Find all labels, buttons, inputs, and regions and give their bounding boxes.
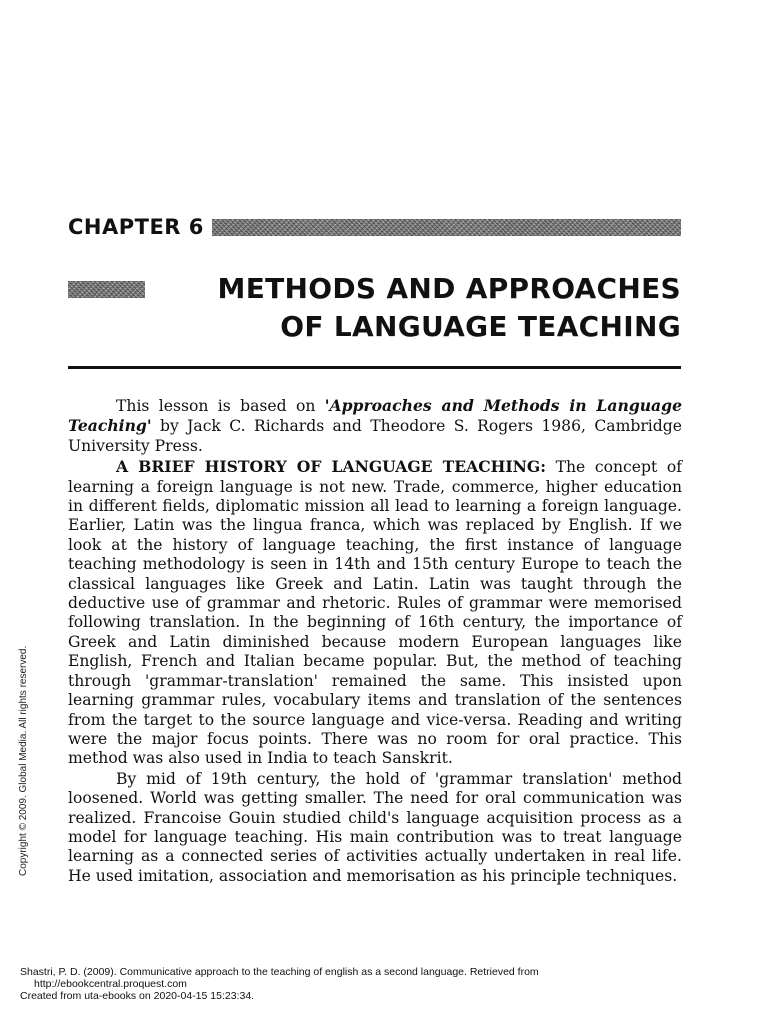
paragraph-19th-century: By mid of 19th century, the hold of 'grammar translation' method loosened. World was getting smaller. The need for oral communication was realized. Francoise Gouin studied child's language acquisition process as a model for language teaching. His main contribution was to treat language learning as a connected series of activities actually undertaken in real life. He used imitation, association and memorisation as his principle techniques.: [68, 769, 682, 885]
title-line-1-row: [68, 270, 681, 308]
title-decorative-block: [68, 281, 145, 298]
history-text: The concept of learning a foreign language is not new. Trade, commerce, higher education in different fields, diplomatic mission all lead to learning a foreign language. Earlier, Latin was the lingua franca, which was replaced by English. If we look at the history of language teaching, the first instance of language teaching methodology is seen in 14th and 15th century Europe to teach the classical languages like Greek and Latin. Latin was taught through the deductive use of grammar and rhetoric. Rules of grammar were memorised following translation. In the beginning of 16th century, the importance of Greek and Latin diminished because modern European languages like English, French and Italian became popular. But, the method of teaching through 'grammar-translation' remained the same. This insisted upon learning grammar rules, vocabulary items and translation of the sentences from the target to the source language and vice-versa. Reading and writing were the major focus points. There was no room for oral practice. This method was also used in India to teach Sanskrit.: [68, 458, 682, 768]
citation-line: Shastri, P. D. (2009). Communicative approach to the teaching of english as a second language. Retrieved from: [20, 966, 539, 978]
created-line: Created from uta-ebooks on 2020-04-15 15:23:34.: [20, 990, 255, 1002]
section-heading: A BRIEF HISTORY OF LANGUAGE TEACHING:: [116, 457, 546, 477]
intro-lead: This lesson is based on: [116, 397, 325, 415]
book-title: 'Approaches and Methods in Language Teaching': [68, 396, 682, 436]
copyright-notice: Copyright © 2009. Global Media. All rights reserved.: [18, 645, 29, 876]
body-text: [68, 396, 682, 886]
title-line-1: METHODS AND APPROACHES: [217, 272, 681, 305]
paragraph-intro: [68, 396, 682, 456]
intro-rest: by Jack C. Richards and Theodore S. Rogers 1986, Cambridge University Press.: [68, 417, 682, 455]
chapter-heading: [68, 212, 681, 242]
citation-footer: [20, 966, 740, 1002]
paragraph-history: [68, 457, 682, 769]
title-rule: [68, 366, 681, 369]
title-line-2: OF LANGUAGE TEACHING: [280, 310, 681, 343]
chapter-title: [68, 270, 681, 369]
chapter-decorative-bar: [212, 219, 681, 236]
chapter-label: CHAPTER 6: [68, 215, 204, 239]
citation-url[interactable]: http://ebookcentral.proquest.com: [34, 978, 187, 990]
